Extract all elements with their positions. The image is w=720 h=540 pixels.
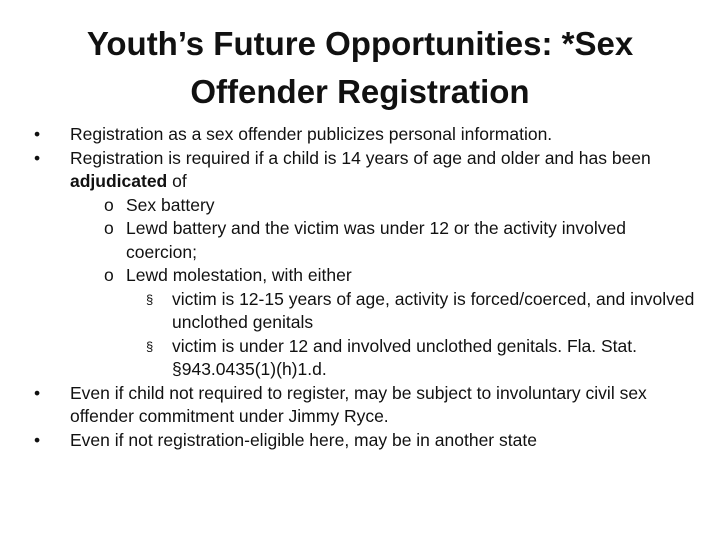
sub-bullet-text: Lewd battery and the victim was under 12 or the activity involved coercion;	[126, 218, 626, 262]
sub-bullet-item	[28, 194, 698, 218]
bullet-item	[28, 147, 698, 194]
bullet-text-bold: adjudicated	[70, 171, 168, 191]
sub-bullet-marker: o	[104, 265, 114, 285]
sub-bullet-marker: o	[104, 218, 114, 238]
title-line-2: Offender Registration	[190, 73, 530, 110]
bullet-marker: •	[34, 429, 41, 450]
sub-sub-bullet-item	[28, 288, 698, 335]
square-bullet-marker: §	[146, 338, 154, 354]
sub-sub-bullet-text: victim is 12-15 years of age, activity is forced/coerced, and involved unclothed genitals	[172, 288, 695, 332]
sub-bullet-marker: o	[104, 194, 114, 215]
bullet-text: of	[167, 171, 187, 191]
bullet-text: Registration as a sex offender publicizes personal information.	[70, 124, 553, 144]
sub-sub-bullet-text: victim is under 12 and involved unclothed genitals. Fla. Stat. §943.0435(1)(h)1.d.	[172, 335, 637, 379]
square-bullet-marker: §	[146, 291, 154, 307]
slide-title	[40, 20, 680, 116]
bullet-item	[28, 429, 698, 453]
title-line-1: Youth’s Future Opportunities: *Sex	[86, 25, 634, 62]
bullet-list	[28, 123, 698, 452]
bullet-marker: •	[34, 124, 41, 144]
bullet-text: Even if child not required to register, may be subject to involuntary civil sex offender commitment under Jimmy Ryce.	[70, 382, 647, 426]
sub-bullet-text: Lewd molestation, with either	[126, 265, 352, 285]
bullet-item	[28, 123, 698, 147]
sub-sub-bullet-item	[28, 335, 698, 382]
sub-bullet-item	[28, 217, 698, 264]
sub-bullet-item	[28, 264, 698, 288]
bullet-marker: •	[34, 382, 41, 403]
bullet-item	[28, 382, 698, 429]
sub-bullet-text: Sex battery	[126, 194, 215, 215]
bullet-text: Registration is required if a child is 14 years of age and older and has been	[70, 147, 651, 168]
bullet-text: Even if not registration-eligible here, may be in another state	[70, 429, 537, 450]
bullet-marker: •	[34, 147, 41, 168]
